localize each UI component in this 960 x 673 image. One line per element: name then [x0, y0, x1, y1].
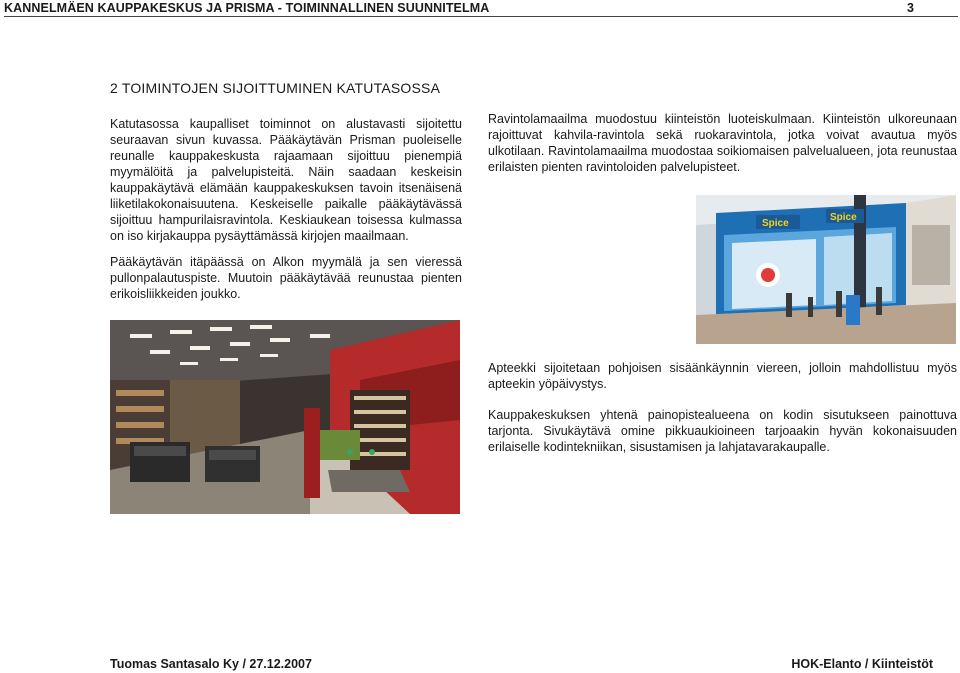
cafe-photo — [696, 195, 956, 344]
cafe-sign-text-1: Spice — [762, 218, 789, 229]
right-paragraph-3: Kauppakeskuksen yhtenä painopistealueena on kodin sisutukseen painottuva tarjonta. Sivukäytävä omine pikkuaukioineen tarjoaakin hyvän kokonaisuuden erilaiselle kodintekniikan, sisustamisen ja lahjatavarakaupalle. — [488, 408, 957, 454]
footer-client: HOK-Elanto / Kiinteistöt — [791, 657, 933, 671]
store-interior-photo — [110, 320, 460, 514]
page-header — [0, 0, 960, 18]
header-divider — [4, 16, 958, 17]
store-interior-illustration — [110, 320, 460, 514]
left-paragraph-1: Katutasossa kaupalliset toiminnot on alustavasti sijoitettu seuraavan sivun kuvassa. Pääkäytävän Prisman puoleiselle reunalle kauppakeskusta rajaamaan sijoittuu pienempiä myymälöitä ja palvelupisteitä. Näin saadaan keskeisin kauppakäytävä elämään kauppakeskuksen tavoin itsenäisenä liiketilakokonaisuutena. Keskeiselle paikalle pääkäytävässä sijoittuu hampurilaisravintola. Keskiaukean toisessa kulmassa on iso kirjakauppa pysäyttämässä kirjojen maailmaan. — [110, 117, 462, 243]
page-number: 3 — [907, 1, 914, 15]
right-paragraph-1: Ravintolamaailma muodostuu kiinteistön luoteiskulmaan. Kiinteistön ulkoreunaan rajoittuvat kahvila-ravintola sekä ruokaravintola, jotka voivat avautua myös ulkotilaan. Ravintolamaailma muodostaa soikiomaisen palvelualueen, jota reunustaa erilaisten pienten ravintoloiden palvelupisteet. — [488, 112, 957, 174]
cafe-sign-text-2: Spice — [830, 212, 857, 223]
right-paragraph-2: Apteekki sijoitetaan pohjoisen sisäänkäynnin viereen, jolloin mahdollistuu myös apteekin yöpäivystys. — [488, 361, 957, 391]
footer-author-date: Tuomas Santasalo Ky / 27.12.2007 — [110, 657, 312, 671]
document-title: KANNELMÄEN KAUPPAKESKUS JA PRISMA - TOIMINNALLINEN SUUNNITELMA — [4, 1, 490, 15]
section-heading: 2 TOIMINTOJEN SIJOITTUMINEN KATUTASOSSA — [110, 80, 441, 96]
cafe-illustration — [696, 195, 956, 344]
left-paragraph-2: Pääkäytävän itäpäässä on Alkon myymälä ja sen vieressä pullonpalautuspiste. Muutoin pääkäytävää reunustaa pienten erikoisliikkeiden joukko. — [110, 255, 462, 301]
